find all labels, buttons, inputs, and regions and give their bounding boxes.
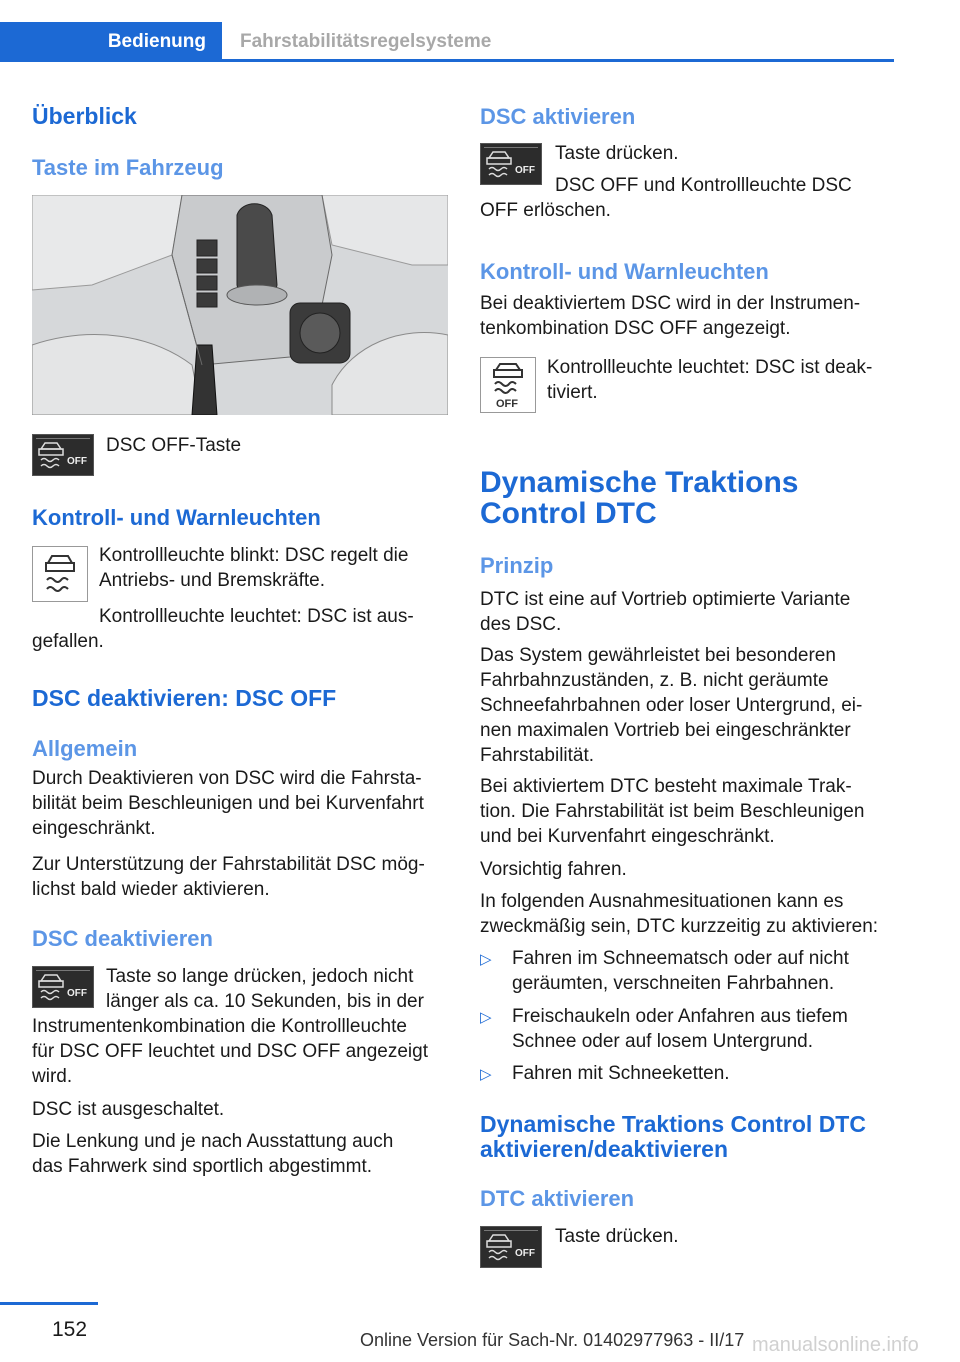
heading-control-lamps-2: Kontroll- und Warnleuchten <box>480 259 769 284</box>
deactivate-text-2: länger als ca. 10 Sekunden, bis in der <box>106 991 424 1012</box>
general-text-5: lichst bald wieder aktivieren. <box>32 879 270 900</box>
dsc-off-button-icon-4 <box>480 1226 542 1268</box>
bullet2-text-2: Schnee oder auf losem Untergrund. <box>512 1031 814 1052</box>
heading-dsc-deactivate-off: DSC deaktivieren: DSC OFF <box>32 685 337 711</box>
principle-text-7: Fahrstabilität. <box>480 745 595 766</box>
principle-text-13: zweckmäßig sein, DTC kurzzeitig zu aktivieren: <box>480 916 879 937</box>
deactivate-text-4: für DSC OFF leuchtet und DSC OFF angezeigt <box>32 1041 428 1062</box>
dsc-off-button-icon-2 <box>32 966 94 1008</box>
principle-text-5: Schneefahrbahnen oder loser Untergrund, ei‐ <box>480 695 863 716</box>
deactivate-text-8: das Fahrwerk sind sportlich abgestimmt. <box>32 1156 373 1177</box>
heading-dtc-activate: DTC aktivieren <box>480 1186 635 1211</box>
bullet2-text-1: Freischaukeln oder Anfahren aus tiefem <box>512 1006 848 1027</box>
dsc-off-button-icon <box>32 434 94 476</box>
bullet1-text-1: Fahren im Schneematsch oder auf nicht <box>512 948 849 969</box>
lamp-text-3: Kontrollleuchte leuchtet: DSC ist aus‐ <box>99 606 414 627</box>
heading-dsc-deactivate: DSC deaktivieren <box>32 926 213 951</box>
general-text-1: Durch Deaktivieren von DSC wird die Fahrsta‐ <box>32 768 422 789</box>
section-title: Fahrstabilitätsregelsysteme <box>240 31 492 52</box>
principle-text-8: Bei aktiviertem DTC besteht maximale Trak‐ <box>480 776 852 797</box>
page-number: 152 <box>52 1318 88 1341</box>
bullet-icon: ▷ <box>480 1009 492 1026</box>
bullet1-text-2: geräumten, verschneiten Fahrbahnen. <box>512 973 835 994</box>
watermark: manualsonline.info <box>752 1334 919 1356</box>
header-rule <box>222 59 894 62</box>
principle-text-6: nen maximalen Vortrieb bei eingeschränkter <box>480 720 851 741</box>
lamps2-text-3: Kontrollleuchte leuchtet: DSC ist deak‐ <box>547 357 873 378</box>
principle-text-11: Vorsichtig fahren. <box>480 859 627 880</box>
principle-text-9: tion. Die Fahrstabilität ist beim Beschleunigen <box>480 801 865 822</box>
lamp-text-4: gefallen. <box>32 631 104 652</box>
deactivate-text-5: wird. <box>32 1066 73 1087</box>
heading-principle: Prinzip <box>480 553 554 578</box>
online-version: Online Version für Sach-Nr. 01402977963 - II/17 <box>360 1330 745 1350</box>
heading-control-lamps: Kontroll- und Warnleuchten <box>32 505 321 530</box>
heading-general: Allgemein <box>32 736 138 761</box>
general-text-3: eingeschränkt. <box>32 818 156 839</box>
heading-dtc-toggle-1: Dynamische Traktions Control DTC <box>480 1111 866 1137</box>
lamp-off-label: OFF <box>496 398 518 410</box>
deactivate-text-1: Taste so lange drücken, jedoch nicht <box>106 966 414 987</box>
heading-button-in-car: Taste im Fahrzeug <box>32 155 224 180</box>
lamps2-text-2: tenkombination DSC OFF angezeigt. <box>480 318 791 339</box>
off-label: OFF <box>67 988 87 999</box>
dsc-lamp-icon <box>32 546 88 602</box>
principle-text-12: In folgenden Ausnahmesituationen kann es <box>480 891 844 912</box>
off-label: OFF <box>67 456 87 467</box>
activate-text-2: DSC OFF und Kontrollleuchte DSC <box>555 175 852 196</box>
lamp-text-2: Antriebs- und Bremskräfte. <box>99 570 325 591</box>
lamps2-text-1: Bei deaktiviertem DSC wird in der Instrumen‐ <box>480 293 861 314</box>
tab-label: Bedienung <box>107 31 206 52</box>
deactivate-text-7: Die Lenkung und je nach Ausstattung auch <box>32 1131 394 1152</box>
bullet-icon: ▷ <box>480 951 492 968</box>
heading-dtc-line2: Control DTC <box>480 497 657 530</box>
bullet3-text-1: Fahren mit Schneeketten. <box>512 1063 730 1084</box>
center-console-photo <box>32 195 448 415</box>
button-caption: DSC OFF-Taste <box>106 435 242 456</box>
principle-text-1: DTC ist eine auf Vortrieb optimierte Variante <box>480 589 851 610</box>
heading-overview: Überblick <box>32 103 137 129</box>
principle-text-4: Fahrbahnzuständen, z. B. nicht geräumte <box>480 670 829 691</box>
lamps2-text-4: tiviert. <box>547 382 598 403</box>
dsc-off-lamp-icon <box>480 357 536 413</box>
heading-dtc-toggle-2: aktivieren/deaktivieren <box>480 1136 729 1162</box>
principle-text-10: und bei Kurvenfahrt eingeschränkt. <box>480 826 775 847</box>
dsc-off-button-icon-3 <box>480 143 542 185</box>
heading-dtc-line1: Dynamische Traktions <box>480 466 799 499</box>
general-text-4: Zur Unterstützung der Fahrstabilität DSC mög‐ <box>32 854 425 875</box>
deactivate-text-3: Instrumentenkombination die Kontrollleuchte <box>32 1016 407 1037</box>
principle-text-2: des DSC. <box>480 614 562 635</box>
general-text-2: bilität beim Beschleunigen und bei Kurvenfahrt <box>32 793 424 814</box>
dtc-activate-text-1: Taste drücken. <box>555 1226 679 1247</box>
bullet-icon: ▷ <box>480 1066 492 1083</box>
off-label: OFF <box>515 1248 535 1259</box>
off-label: OFF <box>515 165 535 176</box>
footer-rule <box>0 1302 98 1305</box>
tab-bedienung[interactable] <box>0 22 222 62</box>
lamp-text-1: Kontrollleuchte blinkt: DSC regelt die <box>99 545 409 566</box>
activate-text-3: OFF erlöschen. <box>480 200 611 221</box>
activate-text-1: Taste drücken. <box>555 143 679 164</box>
deactivate-text-6: DSC ist ausgeschaltet. <box>32 1099 225 1120</box>
principle-text-3: Das System gewährleistet bei besonderen <box>480 645 836 666</box>
heading-dsc-activate: DSC aktivieren <box>480 104 636 129</box>
